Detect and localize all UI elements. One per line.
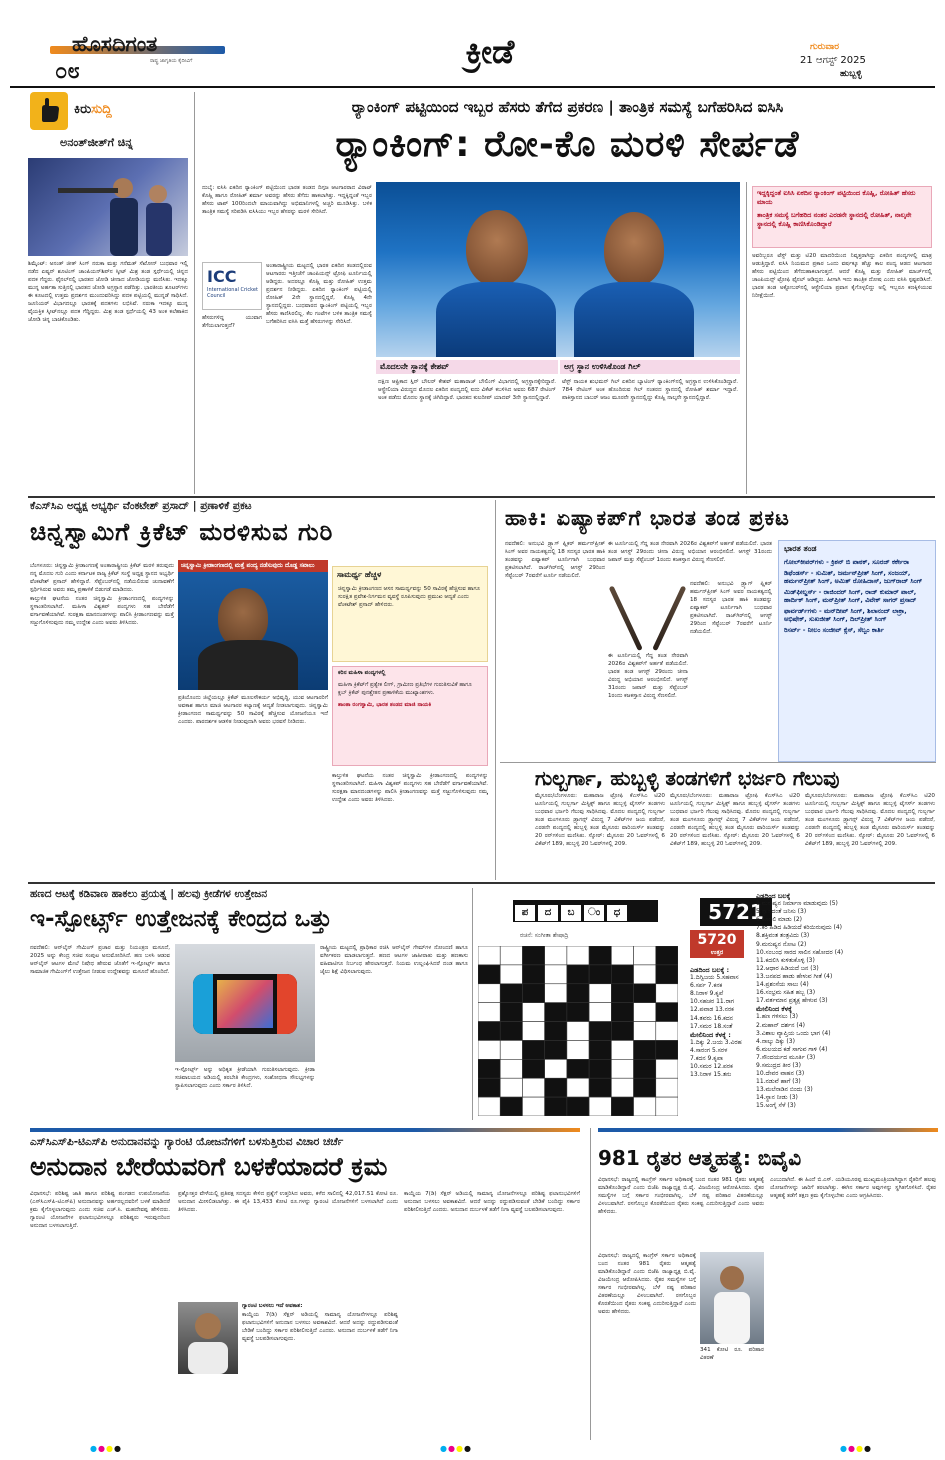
crossword-cell bbox=[589, 984, 611, 1003]
clue-left: 9.ಮನುಷ್ಯನ ನೋಟ (2) bbox=[756, 940, 807, 948]
women-box-quote-by: ಶಾಂತಾ ರಂಗಸ್ವಾಮಿ, ಭಾರತ ತಂಡದ ಮಾಜಿ ನಾಯಕಿ bbox=[338, 702, 432, 708]
crossword-cell bbox=[545, 1059, 567, 1078]
joycon-right bbox=[277, 974, 297, 1034]
kohli-rohit-photo bbox=[376, 182, 740, 357]
crossword-cell bbox=[522, 1097, 544, 1116]
crossword-black-cell bbox=[522, 1059, 544, 1078]
venkatesh-headline: ಚಿನ್ನಸ್ವಾಮಿಗೆ ಕ್ರಿಕೆಟ್ ಮರಳಿಸುವ ಗುರಿ bbox=[30, 518, 334, 546]
answer-label: ಉತ್ತರ bbox=[710, 949, 724, 956]
icc-logo bbox=[202, 262, 262, 310]
crossword-black-cell bbox=[522, 984, 544, 1003]
answer-number: 5720 bbox=[697, 932, 737, 948]
clue-down: 6.ಮಲಯದ ಕಡೆ ಸಾಗುವ ಗಾಳಿ (4) bbox=[756, 1045, 828, 1053]
issue-day: ಗುರುವಾರ bbox=[810, 42, 840, 52]
console-screen bbox=[217, 980, 273, 1028]
clue-down: 10.ದೇವರ ವಾಹನ (3) bbox=[756, 1070, 805, 1078]
crossword-black-cell bbox=[500, 984, 522, 1003]
venkatesh-kicker: ಕೆಎಸ್‌ಸಿಎ ಅಧ್ಯಕ್ಷ ಅಭ್ಯರ್ಥಿ ವೆಂಕಟೇಶ್ ಪ್ರಸಾದ್ | ಪ್ರಣಾಳಿಕೆ ಪ್ರಕಟ bbox=[30, 500, 252, 512]
clue-down: 11.ನಡುವೆ ಹಾಗೆ (3) bbox=[756, 1078, 801, 1086]
crossword-cell bbox=[478, 946, 500, 965]
crossword-black-cell bbox=[545, 1003, 567, 1022]
crossword-black-cell bbox=[567, 1003, 589, 1022]
grant-col1: ವಿಧಾನಸಭೆ: ಪರಿಶಿಷ್ಟ ಜಾತಿ ಹಾಗೂ ಪರಿಶಿಷ್ಟ ಪಂಗಡದ ಉಪಯೋಜನೆಯ (ಎಸ್‌ಸಿಎಸ್‌ಪಿ-ಟಿಎಸ್‌ಪಿ) ಅನುದಾನವನ್ನು ಅರ್ಹರಲ್ಲದವರಿಗೆ ಬಳಕೆ ಮಾಡಿದರೆ ಕ್ರಮ ಕೈಗೊಳ್ಳಲಾಗುವುದು ಎಂದು ಸಚಿವ ಎಚ್.ಸಿ. ಮಹದೇವಪ್ಪ ಹೇಳಿದರು. ಗ್ಯಾರಂಟಿ ಯೋಜನೆಗಳ ಫಲಾನುಭವಿಗಳಲ್ಲೂ ಪರಿಶಿಷ್ಟರು ಇರುವುದರಿಂದ ಅನುದಾನ ಬಳಸಲಾಗುತ್ತಿದೆ. bbox=[30, 1191, 170, 1229]
crossword-cell bbox=[478, 1097, 500, 1116]
hockey-col2c: ಈ ಟೂರ್ನಿಯಲ್ಲಿ ಗೆದ್ದ ತಂಡ ನೇರವಾಗಿ 2026ರ ವಿಶ್ವಕಪ್‌ಗೆ ಅರ್ಹತೆ ಪಡೆಯಲಿದೆ. ಭಾರತ ತಂಡ ಆಗಸ್ಟ್ 29ರಂದು ಚೀನಾ ವಿರುದ್ಧ ಅಭಿಯಾನ ಆರಂಭಿಸಲಿದೆ. ಆಗಸ್ಟ್ 31ರಂದು ಜಪಾನ್ ಮತ್ತು ಸೆಪ್ಟೆಂಬರ್ 1ರಂದು ಕಜಕಸ್ತಾನ ವಿರುದ್ಧ ಸೆಣಸಲಿದೆ. bbox=[608, 653, 688, 699]
crossword-black-cell bbox=[611, 1003, 633, 1022]
crossword-cell bbox=[611, 1059, 633, 1078]
clue-down: 9.ಸಮುದ್ರದ ತೀರ (3) bbox=[756, 1061, 801, 1069]
column-rule bbox=[495, 500, 496, 880]
clue-down: 3.ವಿಶಾಲ ವ್ಯಾಪ್ತಿಯ ಒಂದು ಭಾಗ (4) bbox=[756, 1029, 831, 1037]
crossword-cell bbox=[478, 984, 500, 1003]
grant-subhead: ಗ್ಯಾರಂಟಿ ಬಳಸಲು ಇದೆ ಅವಕಾಶ: bbox=[242, 1303, 303, 1309]
clue-left: 5.ಸ್ವಾನದಂತೆ ಜನಿಸು (3) bbox=[756, 908, 807, 916]
answer-left-item: 1.ದಿಗ್ವಿಜಯ 5.ಸಹವಾಸ bbox=[690, 974, 739, 982]
icc-logo-sub: International Cricket Council bbox=[207, 287, 258, 299]
crossword-black-cell bbox=[500, 1022, 522, 1041]
answer-down-header: ಮೇಲಿನಿಂದ ಕೆಳಕ್ಕೆ : bbox=[690, 1030, 731, 1039]
joycon-left bbox=[193, 974, 213, 1034]
lead-col2: ಅಂತಾರಾಷ್ಟ್ರೀಯ ಮಟ್ಟದಲ್ಲಿ ಭಾರತ ಏಕದಿನ ತಂಡದಲ್ಲಿರುವ ಆಟಗಾರರು ಇತ್ತೀಚೆಗೆ ಚಾಂಪಿಯನ್ಸ್ ಟ್ರೋಫಿ ಟೂರ್ನಿಯಲ್ಲಿ ಆಡಿದ್ದರು. ಅದರಲ್ಲೂ ಕೊಹ್ಲಿ ಮತ್ತು ರೋಹಿತ್ ಉತ್ತಮ ಪ್ರದರ್ಶನ ನೀಡಿದ್ದರು. ಏಕದಿನ ರ‍್ಯಾಂಕಿಂಗ್ ಪಟ್ಟಿಯಲ್ಲಿ ರೋಹಿತ್ 2ನೇ ಸ್ಥಾನದಲ್ಲಿದ್ದರೆ, ಕೊಹ್ಲಿ 4ನೇ ಸ್ಥಾನದಲ್ಲಿದ್ದರು. ಬುಧವಾರದ ರ‍್ಯಾಂಕಿಂಗ್ ಪಟ್ಟಿಯಲ್ಲಿ ಇಬ್ಬರ ಹೆಸರು ಕಾಣಿಸಿರಲಿಲ್ಲ. ಕೆಲ ಗಂಟೆಗಳ ಬಳಿಕ ತಾಂತ್ರಿಕ ಸಮಸ್ಯೆ ಬಗೆಹರಿಸಿದ ಐಸಿಸಿ ಮತ್ತೆ ಹೆಸರುಗಳನ್ನು ಸೇರಿಸಿದೆ. bbox=[266, 263, 372, 325]
column-rule bbox=[194, 92, 195, 494]
crossword-cell bbox=[634, 946, 656, 965]
crossword-black-cell bbox=[634, 984, 656, 1003]
crossword-cell bbox=[500, 1059, 522, 1078]
kiru-label-a: ಕಿರು bbox=[74, 102, 92, 117]
clue-down: 15.ಅಂಗೈ ಸೆಳೆ (3) bbox=[756, 1102, 796, 1110]
crossword-black-cell bbox=[522, 946, 544, 965]
crossword-black-cell bbox=[545, 1022, 567, 1041]
lead-headline: ರ‍್ಯಾಂಕಿಂಗ್: ರೋ-ಕೊ ಮರಳಿ ಸೇರ್ಪಡೆ bbox=[335, 124, 800, 165]
column-rule bbox=[472, 888, 473, 1120]
crossword-cell bbox=[500, 1040, 522, 1059]
crossword-black-cell bbox=[478, 1022, 500, 1041]
answer-left-item: 12.ಪವಾಡ 13.ನರಕ bbox=[690, 1006, 734, 1014]
venkatesh-col1b-text: ಕಾಲ್ತುಳಿತ ಘಟನೆಯ ನಂತರ ಚಿನ್ನಸ್ವಾಮಿ ಕ್ರೀಡಾಂಗಣದಲ್ಲಿ ಪಂದ್ಯಗಳನ್ನು ಸ್ಥಳಾಂತರಿಸಲಾಗಿದೆ. ಮಹಿಳಾ ವಿಶ್ವಕಪ್ ಪಂದ್ಯಗಳು ಸಹ ಬೇರೆಡೆಗೆ ವರ್ಗಾವಣೆಯಾಗಿವೆ. ಸುರಕ್ಷತಾ ಮಾನದಂಡಗಳನ್ನು ಪಾಲಿಸಿ ಕ್ರೀಡಾಂಗಣವನ್ನು ಮತ್ತೆ ಸಜ್ಜುಗೊಳಿಸುವುದು ನಮ್ಮ ಉದ್ದೇಶ ಎಂದು ಅವರು ತಿಳಿಸಿದರು. bbox=[30, 596, 174, 626]
section-band bbox=[598, 1128, 938, 1132]
crossword-cell bbox=[478, 1003, 500, 1022]
cw-letter-3: ಬ bbox=[561, 905, 581, 921]
esports-col2: ಇ-ಸ್ಪೋರ್ಟ್ಸ್ ಅನ್ನು ಅಧಿಕೃತ ಕ್ರೀಡೆಯಾಗಿ ಗುರುತಿಸಲಾಗುವುದು. ಕ್ರೀಡಾ ಸಚಿವಾಲಯದ ಅಡಿಯಲ್ಲಿ ತರಬೇತಿ ಕೇಂದ್ರಗಳು, ಸಂಶೋಧನಾ ಸೌಲಭ್ಯಗಳನ್ನು ಸ್ಥಾಪಿಸಲಾಗುವುದು ಎಂದು ಸರ್ಕಾರ ತಿಳಿಸಿದೆ. bbox=[175, 1067, 315, 1089]
clue-left: 8.ಶಕ್ತಿವಂತ ತಂತ್ರವಿದು (3) bbox=[756, 932, 810, 940]
grant-col2b bbox=[242, 1302, 398, 1440]
crossword-black-cell bbox=[545, 1097, 567, 1116]
game-console-photo bbox=[175, 944, 315, 1062]
caption-keshav: ಮೊದಲನೇ ಸ್ಥಾನಕ್ಕೆ ಕೇಶವ್ bbox=[376, 360, 558, 374]
crossword-setter: ರಚನೆ: ಸಂಗೀತಾ ಶೇಷಾದ್ರಿ bbox=[520, 932, 569, 939]
lead-col1: ದುಬೈ: ಐಸಿಸಿ ಏಕದಿನ ರ‍್ಯಾಂಕಿಂಗ್ ಪಟ್ಟಿಯಿಂದ ಭಾರತ ತಂಡದ ದಿಗ್ಗಜ ಆಟಗಾರರಾದ ವಿರಾಟ್ ಕೊಹ್ಲಿ ಹಾಗೂ ರೋಹಿತ್ ಶರ್ಮಾ ಅವರನ್ನು ಹೆಸರು ತೆಗೆದು ಹಾಕಲಾಗಿತ್ತು. ಇದ್ದಕ್ಕಿದ್ದಂತೆ ಇಬ್ಬರ ಹೆಸರು ಟಾಪ್ 100ರಿಂದಲೇ ಮಾಯವಾಗಿದ್ದು ಅಭಿಮಾನಿಗಳಲ್ಲಿ ಅಚ್ಚರಿ ಮೂಡಿಸಿತ್ತು. ಬಳಿಕ ತಾಂತ್ರಿಕ ಸಮಸ್ಯೆ ಸರಿಪಡಿಸಿ ಐಸಿಸಿಯು ಇಬ್ಬರ ಹೆಸರನ್ನು ಮರಳಿ ಸೇರಿಸಿದೆ. bbox=[202, 185, 372, 215]
capacity-box-body: ಚಿನ್ನಸ್ವಾಮಿ ಕ್ರೀಡಾಂಗಣದ ಆಸನ ಸಾಮರ್ಥ್ಯವನ್ನು 50 ಸಾವಿರಕ್ಕೆ ಹೆಚ್ಚಿಸುವ ಹಾಗೂ ಸುರಕ್ಷಿತ ಪ್ರವೇಶ-ನಿರ್ಗಮನ ವ್ಯವಸ್ಥೆ ರೂಪಿಸುವುದು ಪ್ರಮುಖ ಆದ್ಯತೆ ಎಂದು ವೆಂಕಟೇಶ್ ಪ್ರಸಾದ್ ಹೇಳಿದರು. bbox=[338, 586, 481, 608]
clue-left: 14.ಪ್ರಶಂಸೆಯ ಸಾಲು (4) bbox=[756, 981, 809, 989]
crossword-cell bbox=[545, 965, 567, 984]
crossword-black-cell bbox=[478, 965, 500, 984]
section-title: ಕ್ರೀಡೆ bbox=[465, 32, 515, 71]
crossword-cell bbox=[656, 1022, 678, 1041]
crossword-cell bbox=[567, 1022, 589, 1041]
farmers-col1b: ವಿಧಾನಸಭೆ: ರಾಜ್ಯದಲ್ಲಿ ಕಾಂಗ್ರೆಸ್ ಸರ್ಕಾರ ಅಧಿಕಾರಕ್ಕೆ ಬಂದ ನಂತರ 981 ರೈತರು ಆತ್ಮಹತ್ಯೆ ಮಾಡಿಕೊಂಡಿದ್ದಾರೆ ಎಂದು ಬಿಜೆಪಿ ರಾಜ್ಯಾಧ್ಯಕ್ಷ ಬಿ.ವೈ. ವಿಜಯೇಂದ್ರ ಆರೋಪಿಸಿದರು. ರೈತರ ಸಮಸ್ಯೆಗಳ ಬಗ್ಗೆ ಸರ್ಕಾರ ಗಂಭೀರವಾಗಿಲ್ಲ. ಬೆಳೆ ನಷ್ಟ ಪರಿಹಾರ ವಿತರಣೆಯಲ್ಲೂ ವಿಳಂಬವಾಗಿದೆ. ರಸಗೊಬ್ಬರ ಕೊರತೆಯಿಂದ ರೈತರು ಸಂಕಷ್ಟ ಎದುರಿಸುತ್ತಿದ್ದಾರೆ ಎಂದು ಅವರು ಹೇಳಿದರು. bbox=[598, 1253, 696, 1315]
answer-left-item: 10.ಸಹಚರ 11.ರಾಗ bbox=[690, 998, 735, 1006]
crossword-grid bbox=[478, 946, 678, 1116]
crossword-cell bbox=[611, 1078, 633, 1097]
minister-photo bbox=[178, 1302, 238, 1374]
crossword-black-cell bbox=[611, 984, 633, 1003]
caption-gill: ಅಗ್ರ ಸ್ಥಾನ ಉಳಿಸಿಕೊಂಡ ಗಿಲ್ bbox=[560, 360, 740, 374]
answer-down-item: 7.ಕದನ 9.ಕೃಪಾ bbox=[690, 1055, 724, 1063]
venkatesh-col4: ಕಾಲ್ತುಳಿತ ಘಟನೆಯ ನಂತರ ಚಿನ್ನಸ್ವಾಮಿ ಕ್ರೀಡಾಂಗಣದಲ್ಲಿ ಪಂದ್ಯಗಳನ್ನು ಸ್ಥಳಾಂತರಿಸಲಾಗಿದೆ. ಮಹಿಳಾ ವಿಶ್ವಕಪ್ ಪಂದ್ಯಗಳು ಸಹ ಬೇರೆಡೆಗೆ ವರ್ಗಾವಣೆಯಾಗಿವೆ. ಸುರಕ್ಷತಾ ಮಾನದಂಡಗಳನ್ನು ಪಾಲಿಸಿ ಕ್ರೀಡಾಂಗಣವನ್ನು ಮತ್ತೆ ಸಜ್ಜುಗೊಳಿಸುವುದು ನಮ್ಮ ಉದ್ದೇಶ ಎಂದು ಅವರು ತಿಳಿಸಿದರು. bbox=[332, 773, 488, 803]
crossword-black-cell bbox=[567, 965, 589, 984]
gulbarga-headline: ಗುಲ್ಬರ್ಗಾ, ಹುಬ್ಬಳ್ಳಿ ತಂಡಗಳಿಗೆ ಭರ್ಜರಿ ಗೆಲುವು bbox=[535, 766, 840, 790]
kiru-label-b: ಸುದ್ದಿ bbox=[91, 102, 112, 117]
clue-down: 13.ಮಲೆನಾಡಿನ ಬಿಂದು (3) bbox=[756, 1086, 813, 1094]
answer-down-item: 4.ಸಾರಂಗ 5.ಸರಳ bbox=[690, 1046, 728, 1054]
kiru-headline: ಅನಂತ್‌ಜೀತ್‌ಗೆ ಚಿನ್ನ bbox=[60, 136, 133, 149]
crossword-black-cell bbox=[634, 1059, 656, 1078]
clue-left: 17.ವರ್ತಮಾನ ಪ್ರತ್ಯಕ್ಷ ಹೇಳುವ (3) bbox=[756, 997, 828, 1005]
icc-logo-text: ICC bbox=[207, 267, 237, 286]
gulbarga-col2: ಮೈಸೂರು/ಬೆಂಗಳೂರು: ಮಹಾರಾಜ ಟ್ರೋಫಿ ಕೆಎಸ್‌ಸಿಎ ಟಿ20 ಟೂರ್ನಿಯಲ್ಲಿ ಗುಲ್ಬರ್ಗಾ ಮಿಸ್ಟಿಕ್ಸ್ ಹಾಗೂ ಹುಬ್ಬಳ್ಳಿ ಟೈಗರ್ಸ್ ತಂಡಗಳು ಬುಧವಾರ ಭರ್ಜರಿ ಗೆಲುವು ಸಾಧಿಸಿದವು. ಮೊದಲ ಪಂದ್ಯದಲ್ಲಿ ಗುಲ್ಬರ್ಗಾ ತಂಡ ಮಂಗಳೂರು ಡ್ರ್ಯಾಗನ್ಸ್ ವಿರುದ್ಧ 7 ವಿಕೆಟ್‌ಗಳ ಜಯ ಪಡೆದರೆ, ಎರಡನೇ ಪಂದ್ಯದಲ್ಲಿ ಹುಬ್ಬಳ್ಳಿ ತಂಡ ಮೈಸೂರು ವಾರಿಯರ್ಸ್ ತಂಡವನ್ನು 20 ರನ್‌ಗಳಿಂದ ಮಣಿಸಿತು. ಸ್ಕೋರ್: ಮೈಸೂರು 20 ಓವರ್‌ಗಳಲ್ಲಿ 6 ವಿಕೆಟ್‌ಗೆ 189, ಹುಬ್ಬಳ್ಳಿ 20 ಓವರ್‌ಗಳಲ್ಲಿ 209. bbox=[670, 793, 800, 847]
vijayendra-caption: 341 ಕೋಟಿ ರೂ. ಪರಿಹಾರ ವಿತರಣೆ bbox=[700, 1347, 764, 1361]
vijayendra-photo bbox=[700, 1252, 764, 1344]
crossword-black-cell bbox=[567, 984, 589, 1003]
cw-letter-2: ದ bbox=[538, 905, 558, 921]
highlight-1: ಇದ್ದಕ್ಕಿದ್ದಂತೆ ಐಸಿಸಿ ಏಕದಿನ ರ‍್ಯಾಂಕಿಂಗ್ ಪಟ್ಟಿಯಿಂದ ಕೊಹ್ಲಿ, ರೋಹಿತ್ ಹೆಸರು ಮಾಯ bbox=[757, 189, 916, 206]
crossword-black-cell bbox=[656, 946, 678, 965]
crossword-black-cell bbox=[589, 1078, 611, 1097]
print-registration-marks: ●●●● bbox=[440, 1444, 472, 1453]
crossword-cell bbox=[500, 1078, 522, 1097]
clues-left-header: ಎಡದಿಂದ ಬಲಕ್ಕೆ bbox=[756, 892, 791, 900]
lead-highlights-box bbox=[752, 186, 932, 248]
print-registration-marks: ●●●● bbox=[840, 1444, 872, 1453]
team-line-4: ಫಾರ್ವರ್ಡ್‌ಗಳು - ಮನ್‌ದೀಪ್ ಸಿಂಗ್, ಶಿಲಾನಂದ್ ಲಾಕ್ರಾ, ಅಭಿಷೇಕ್, ಸುಖಜೀತ್ ಸಿಂಗ್, ದಿಲ್‌ಪ್ರೀತ್ ಸಿಂಗ್ bbox=[784, 606, 907, 623]
answer-left-item: 8.ನಿರಾಳ 9.ಕೃಪೆ bbox=[690, 990, 724, 998]
clue-left: 16.ಸಂಭ್ರಮ ಸಹಿತ ಹಬ್ಬ (3) bbox=[756, 989, 816, 997]
column-rule bbox=[590, 1128, 591, 1440]
venkatesh-col3: ಪ್ರತಿಯೊಂದು ಜಿಲ್ಲೆಯಲ್ಲೂ ಕ್ರಿಕೆಟ್ ಮೂಲಸೌಕರ್ಯ ಅಭಿವೃದ್ಧಿ, ಯುವ ಆಟಗಾರರಿಗೆ ಅವಕಾಶ ಹಾಗೂ ಮಾಜಿ ಆಟಗಾರರ ಕಲ್ಯಾಣಕ್ಕೆ ಆದ್ಯತೆ ನೀಡಲಾಗುವುದು. ಚಿನ್ನಸ್ವಾಮಿ ಕ್ರೀಡಾಂಗಣದ ಸಾಮರ್ಥ್ಯವನ್ನು 50 ಸಾವಿರಕ್ಕೆ ಹೆಚ್ಚಿಸುವ ಯೋಜನೆಯೂ ಇದೆ ಎಂದರು. ಪಾರದರ್ಶಕ ಆಡಳಿತ ನೀಡುವುದಾಗಿ ಅವರು ಭರವಸೆ ನೀಡಿದರು. bbox=[178, 695, 328, 725]
cw-letter-1: ಪ bbox=[515, 905, 535, 921]
farmers-headline: 981 ರೈತರ ಆತ್ಮಹತ್ಯೆ: ಬಿವೈವಿ bbox=[598, 1146, 802, 1170]
team-line-3: ಮಿಡ್‌ಫೀಲ್ಡರ್ಸ್ - ರಾಜಿಂದರ್ ಸಿಂಗ್, ರಾಜ್ ಕುಮಾರ್ ಪಾಲ್, ಹಾರ್ದಿಕ್ ಸಿಂಗ್, ಮನ್‌ಪ್ರೀತ್ ಸಿಂಗ್, ವಿವೇಕ್ ಸಾಗರ್ ಪ್ರಸಾದ್ bbox=[784, 587, 917, 604]
clue-down: 4.ನಾಲ್ಕು ದಿಕ್ಕು (3) bbox=[756, 1037, 795, 1045]
grant-col3: ಕಾಯ್ದೆಯ 7(ಡಿ) ಸೆಕ್ಷನ್ ಅಡಿಯಲ್ಲಿ ಸಾಮಾನ್ಯ ಯೋಜನೆಗಳಲ್ಲೂ ಪರಿಶಿಷ್ಟ ಫಲಾನುಭವಿಗಳಿಗೆ ಅನುದಾನ ಬಳಸಲು ಅವಕಾಶವಿದೆ. ಆದರೆ ಅದನ್ನು ರದ್ದುಪಡಿಸುವಂತೆ ಬೇಡಿಕೆ ಬಂದಿದ್ದು ಸರ್ಕಾರ ಪರಿಶೀಲಿಸುತ್ತಿದೆ ಎಂದರು. ಅನುದಾನ ದುರ್ಬಳಕೆ ತಡೆಗೆ ನಿಗಾ ವ್ಯವಸ್ಥೆ ಬಲಪಡಿಸಲಾಗುವುದು. bbox=[404, 1191, 580, 1213]
gulbarga-col1: ಮೈಸೂರು/ಬೆಂಗಳೂರು: ಮಹಾರಾಜ ಟ್ರೋಫಿ ಕೆಎಸ್‌ಸಿಎ ಟಿ20 ಟೂರ್ನಿಯಲ್ಲಿ ಗುಲ್ಬರ್ಗಾ ಮಿಸ್ಟಿಕ್ಸ್ ಹಾಗೂ ಹುಬ್ಬಳ್ಳಿ ಟೈಗರ್ಸ್ ತಂಡಗಳು ಬುಧವಾರ ಭರ್ಜರಿ ಗೆಲುವು ಸಾಧಿಸಿದವು. ಮೊದಲ ಪಂದ್ಯದಲ್ಲಿ ಗುಲ್ಬರ್ಗಾ ತಂಡ ಮಂಗಳೂರು ಡ್ರ್ಯಾಗನ್ಸ್ ವಿರುದ್ಧ 7 ವಿಕೆಟ್‌ಗಳ ಜಯ ಪಡೆದರೆ, ಎರಡನೇ ಪಂದ್ಯದಲ್ಲಿ ಹುಬ್ಬಳ್ಳಿ ತಂಡ ಮೈಸೂರು ವಾರಿಯರ್ಸ್ ತಂಡವನ್ನು 20 ರನ್‌ಗಳಿಂದ ಮಣಿಸಿತು. ಸ್ಕೋರ್: ಮೈಸೂರು 20 ಓವರ್‌ಗಳಲ್ಲಿ 6 ವಿಕೆಟ್‌ಗೆ 189, ಹುಬ್ಬಳ್ಳಿ 20 ಓವರ್‌ಗಳಲ್ಲಿ 209. bbox=[535, 793, 665, 847]
kiru-suddi-badge bbox=[30, 92, 190, 132]
lead-kicker: ರ‍್ಯಾಂಕಿಂಗ್ ಪಟ್ಟಿಯಿಂದ ಇಬ್ಬರ ಹೆಸರು ತೆಗೆದ ಪ್ರಕರಣ | ತಾಂತ್ರಿಕ ಸಮಸ್ಯೆ ಬಗೆಹರಿಸಿದ ಐಸಿಸಿ bbox=[351, 98, 784, 116]
crossword-black-cell bbox=[545, 1040, 567, 1059]
crossword-cell bbox=[522, 1022, 544, 1041]
crossword-cell bbox=[634, 1097, 656, 1116]
esports-kicker: ಹಣದ ಆಟಕ್ಕೆ ಕಡಿವಾಣ ಹಾಕಲು ಪ್ರಯತ್ನ | ಹಲವು ಕ್ರೀಡೆಗಳ ಉತ್ತೇಜನ bbox=[30, 888, 268, 900]
crossword-black-cell bbox=[589, 1022, 611, 1041]
crossword-black-cell bbox=[589, 1040, 611, 1059]
crossword-cell bbox=[589, 1097, 611, 1116]
crossword-cell bbox=[522, 1003, 544, 1022]
answer-list bbox=[690, 966, 750, 1079]
team-list-title: ಭಾರತ ತಂಡ bbox=[784, 544, 817, 553]
answer-left-item: 6.ಸರ್ಪ 7.ಕನಕ bbox=[690, 982, 723, 990]
team-line-2: ಡಿಫೆಂಡರ್ಸ್ - ಸುಮಿತ್, ಜರ್ಮನ್‌ಪ್ರೀತ್ ಸಿಂಗ್, ಸಂಜಯ್, ಹರ್ಮನ್‌ಪ್ರೀತ್ ಸಿಂಗ್, ಅಮಿತ್ ರೋಹಿದಾಸ್, ಜುಗ್‌ರಾಜ್ ಸಿಂಗ್ bbox=[784, 568, 923, 585]
clue-left: 1.ಮನುಷ್ಯನ ನಿರ್ಮಾಣ ಮಾಡುವುದು (5) bbox=[756, 900, 838, 908]
section-rule bbox=[500, 762, 936, 763]
lead-col2b: ಹೆಸರುಗಳಿದ್ದ ಯುವಾಗ ತೆಗೆಯಲಾಗುತ್ತದೆ? bbox=[202, 315, 262, 329]
masthead-rule bbox=[10, 86, 935, 88]
crossword-black-cell bbox=[567, 1097, 589, 1116]
crossword-cell bbox=[545, 946, 567, 965]
crossword-black-cell bbox=[611, 1097, 633, 1116]
venkatesh-col1 bbox=[30, 562, 174, 880]
crossword-cell bbox=[545, 984, 567, 1003]
crossword-black-cell bbox=[656, 1003, 678, 1022]
crossword-black-cell bbox=[611, 965, 633, 984]
hockey-sticks-icon bbox=[608, 580, 688, 650]
kiru-suddi-label bbox=[74, 102, 112, 117]
hockey-headline: ಹಾಕಿ: ಏಷ್ಯಾಕಪ್‌ಗೆ ಭಾರತ ತಂಡ ಪ್ರಕಟ bbox=[505, 506, 790, 530]
gulbarga-col3: ಮೈಸೂರು/ಬೆಂಗಳೂರು: ಮಹಾರಾಜ ಟ್ರೋಫಿ ಕೆಎಸ್‌ಸಿಎ ಟಿ20 ಟೂರ್ನಿಯಲ್ಲಿ ಗುಲ್ಬರ್ಗಾ ಮಿಸ್ಟಿಕ್ಸ್ ಹಾಗೂ ಹುಬ್ಬಳ್ಳಿ ಟೈಗರ್ಸ್ ತಂಡಗಳು ಬುಧವಾರ ಭರ್ಜರಿ ಗೆಲುವು ಸಾಧಿಸಿದವು. ಮೊದಲ ಪಂದ್ಯದಲ್ಲಿ ಗುಲ್ಬರ್ಗಾ ತಂಡ ಮಂಗಳೂರು ಡ್ರ್ಯಾಗನ್ಸ್ ವಿರುದ್ಧ 7 ವಿಕೆಟ್‌ಗಳ ಜಯ ಪಡೆದರೆ, ಎರಡನೇ ಪಂದ್ಯದಲ್ಲಿ ಹುಬ್ಬಳ್ಳಿ ತಂಡ ಮೈಸೂರು ವಾರಿಯರ್ಸ್ ತಂಡವನ್ನು 20 ರನ್‌ಗಳಿಂದ ಮಣಿಸಿತು. ಸ್ಕೋರ್: ಮೈಸೂರು 20 ಓವರ್‌ಗಳಲ್ಲಿ 6 ವಿಕೆಟ್‌ಗೆ 189, ಹುಬ್ಬಳ್ಳಿ 20 ಓವರ್‌ಗಳಲ್ಲಿ 209. bbox=[805, 793, 935, 847]
grant-headline: ಅನುದಾನ ಬೇರೆಯವರಿಗೆ ಬಳಕೆಯಾದರೆ ಕ್ರಮ bbox=[30, 1152, 388, 1181]
console-icon bbox=[193, 974, 297, 1034]
women-box bbox=[332, 666, 488, 766]
clue-down: 14.ಸ್ಥಾನ ನೀಡು (3) bbox=[756, 1094, 798, 1102]
crossword-black-cell bbox=[634, 1078, 656, 1097]
team-line-5: ರಿಸರ್ವ್ - ನೀಲಂ ಸಂಜೀವ್ ಕ್ಸೆಸ್, ಸೆಲ್ವಂ ಕಾರ್ತಿ bbox=[784, 625, 884, 634]
hockey-col2b: ನವದೆಹಲಿ: ಅನುಭವಿ ಡ್ರ್ಯಾಗ್ ಫ್ಲಿಕರ್ ಹರ್ಮನ್‌ಪ್ರೀತ್ ಸಿಂಗ್ ಅವರ ನಾಯಕತ್ವದಲ್ಲಿ 18 ಸದಸ್ಯರ ಭಾರತ ಹಾಕಿ ತಂಡವನ್ನು ಏಷ್ಯಾಕಪ್ ಟೂರ್ನಿಗಾಗಿ ಬುಧವಾರ ಪ್ರಕಟಿಸಲಾಗಿದೆ. ರಾಜ್‌ಗಿರ್‌ನಲ್ಲಿ ಆಗಸ್ಟ್ 29ರಿಂದ ಸೆಪ್ಟೆಂಬರ್ 7ರವರೆಗೆ ಟೂರ್ನಿ ನಡೆಯಲಿದೆ. bbox=[690, 581, 772, 635]
crossword-black-cell bbox=[522, 965, 544, 984]
crossword-black-cell bbox=[589, 946, 611, 965]
venkatesh-photo bbox=[178, 560, 328, 690]
women-box-title: ಕರಿನ ಮಹಿಳಾ ಪಂದ್ಯಗಳಲ್ಲಿ bbox=[338, 670, 386, 676]
crossword-black-cell bbox=[500, 1097, 522, 1116]
player-jersey-left bbox=[436, 282, 556, 357]
crossword-black-cell bbox=[634, 1040, 656, 1059]
clue-left: 6.ಕೊಡಲಿ ಮಾಡು (2) bbox=[756, 916, 803, 924]
hockey-stick-2 bbox=[652, 586, 686, 652]
answer-left-item: 14.ತವರು 16.ಕದನ bbox=[690, 1014, 734, 1022]
grant-kicker: ಎಸ್‌ಸಿಎಸ್‌ಪಿ-ಟಿಎಸ್‌ಪಿ ಅನುದಾನವನ್ನು ಗ್ಯಾರಂಟಿ ಯೋಜನೆಗಳಿಗೆ ಬಳಸುತ್ತಿರುವ ವಿಚಾರ ಚರ್ಚೆ bbox=[30, 1136, 344, 1148]
page-number: ೦೮ bbox=[55, 59, 80, 84]
crossword-black-cell bbox=[656, 1040, 678, 1059]
clue-down: 7.ಸೌಂದರ್ಯದ ಮೂರ್ತಿ (3) bbox=[756, 1053, 816, 1061]
clue-left: 12.ಆಧಾರ ಹಿಡಿಯದೆ ಜನ (3) bbox=[756, 964, 819, 972]
hockey-col1: ನವದೆಹಲಿ: ಅನುಭವಿ ಡ್ರ್ಯಾಗ್ ಫ್ಲಿಕರ್ ಹರ್ಮನ್‌ಪ್ರೀತ್ ಸಿಂಗ್ ಅವರ ನಾಯಕತ್ವದಲ್ಲಿ 18 ಸದಸ್ಯರ ಭಾರತ ಹಾಕಿ ತಂಡವನ್ನು ಏಷ್ಯಾಕಪ್ ಟೂರ್ನಿಗಾಗಿ ಬುಧವಾರ ಪ್ರಕಟಿಸಲಾಗಿದೆ. ರಾಜ್‌ಗಿರ್‌ನಲ್ಲಿ ಆಗಸ್ಟ್ 29ರಿಂದ ಸೆಪ್ಟೆಂಬರ್ 7ರವರೆಗೆ ಟೂರ್ನಿ ನಡೆಯಲಿದೆ. bbox=[505, 541, 605, 579]
issue-date: 21 ಆಗಸ್ಟ್ 2025 bbox=[800, 55, 866, 66]
crossword-banner bbox=[513, 900, 658, 922]
crossword-black-cell bbox=[522, 1040, 544, 1059]
esports-col1: ನವದೆಹಲಿ: ಆನ್‌ಲೈನ್ ಗೇಮಿಂಗ್ ಪ್ರಚಾರ ಮತ್ತು ನಿಯಂತ್ರಣ ಮಸೂದೆ, 2025 ಅನ್ನು ಕೇಂದ್ರ ಸಚಿವ ಸಂಪುಟ ಅನುಮೋದಿಸಿದೆ. ಹಣ ಬಳಸಿ ಆಡುವ ಆನ್‌ಲೈನ್ ಆಟಗಳ ಮೇಲೆ ನಿಷೇಧ ಹೇರುವ ಜೊತೆಗೆ ಇ-ಸ್ಪೋರ್ಟ್ಸ್ ಹಾಗೂ ಸಾಮಾಜಿಕ ಗೇಮಿಂಗ್‌ಗೆ ಉತ್ತೇಜನ ನೀಡುವ ಉದ್ದೇಶವನ್ನು ಮಸೂದೆ ಹೊಂದಿದೆ. bbox=[30, 945, 170, 975]
crossword-black-cell bbox=[478, 1059, 500, 1078]
capacity-box-title: ಸಾಮರ್ಥ್ಯ ಹೆಚ್ಚಳ bbox=[337, 570, 382, 579]
answer-left-header: ಎಡದಿಂದ ಬಲಕ್ಕೆ : bbox=[690, 966, 730, 974]
venkatesh-col1-text: ಬೆಂಗಳೂರು: ಚಿನ್ನಸ್ವಾಮಿ ಕ್ರೀಡಾಂಗಣಕ್ಕೆ ಅಂತಾರಾಷ್ಟ್ರೀಯ ಕ್ರಿಕೆಟ್ ಮರಳಿ ತರುವುದು ನನ್ನ ಮೊದಲ ಗುರಿ ಎಂದು ಕರ್ನಾಟಕ ರಾಜ್ಯ ಕ್ರಿಕೆಟ್ ಸಂಸ್ಥೆ ಅಧ್ಯಕ್ಷ ಸ್ಥಾನದ ಅಭ್ಯರ್ಥಿ ವೆಂಕಟೇಶ್ ಪ್ರಸಾದ್ ಹೇಳಿದ್ದಾರೆ. ಸೆಪ್ಟೆಂಬರ್‌ನಲ್ಲಿ ನಡೆಯಲಿರುವ ಚುನಾವಣೆಗೆ ಸ್ಪರ್ಧಿಸಿರುವ ಅವರು ತಮ್ಮ ಪ್ರಣಾಳಿಕೆ ಬಿಡುಗಡೆ ಮಾಡಿದರು. bbox=[30, 563, 174, 593]
logo-tagline: ರಾಷ್ಟ್ರ ಜಾಗೃತಿಯ ಕೈದೀವಿಗೆ bbox=[150, 58, 193, 64]
answer-left-item: 17.ಸಮರ 18.ಸಂತೆ bbox=[690, 1022, 733, 1030]
crossword-cell bbox=[656, 984, 678, 1003]
grant-col2b-text: ಕಾಯ್ದೆಯ 7(ಡಿ) ಸೆಕ್ಷನ್ ಅಡಿಯಲ್ಲಿ ಸಾಮಾನ್ಯ ಯೋಜನೆಗಳಲ್ಲೂ ಪರಿಶಿಷ್ಟ ಫಲಾನುಭವಿಗಳಿಗೆ ಅನುದಾನ ಬಳಸಲು ಅವಕಾಶವಿದೆ. ಆದರೆ ಅದನ್ನು ರದ್ದುಪಡಿಸುವಂತೆ ಬೇಡಿಕೆ ಬಂದಿದ್ದು ಸರ್ಕಾರ ಪರಿಶೀಲಿಸುತ್ತಿದೆ ಎಂದರು. ಅನುದಾನ ದುರ್ಬಳಕೆ ತಡೆಗೆ ನಿಗಾ ವ್ಯವಸ್ಥೆ ಬಲಪಡಿಸಲಾಗುವುದು. bbox=[242, 1312, 398, 1342]
highlight-2: ತಾಂತ್ರಿಕ ಸಮಸ್ಯೆ ಬಗೆಹರಿದ ನಂತರ ಎರಡನೇ ಸ್ಥಾನದಲ್ಲಿ ರೋಹಿತ್, ನಾಲ್ಕನೇ ಸ್ಥಾನದಲ್ಲಿ ಕೊಹ್ಲಿ ಕಾಣಿಸಿಕೊಂಡಿದ್ದಾರೆ bbox=[757, 211, 912, 228]
crossword-cell bbox=[567, 1040, 589, 1059]
crossword-black-cell bbox=[567, 1059, 589, 1078]
clue-left: 10.ಸಂಬಂಧ ಸಾರದ ಸಾಲಿನ ಸಹೋದರ (4) bbox=[756, 948, 844, 956]
hockey-stick-1 bbox=[609, 586, 643, 652]
hand-icon bbox=[30, 92, 68, 130]
clue-down: 2.ಮಹಾನ್ ದರ್ಶನ (4) bbox=[756, 1021, 805, 1029]
answer-number-box bbox=[690, 930, 744, 958]
puzzle-number: 5721 bbox=[700, 898, 772, 926]
answer-down-item: 10.ಸಮರ 12.ಪರಕ bbox=[690, 1063, 733, 1071]
vp-face bbox=[218, 588, 268, 648]
answer-down-item: 13.ನಿರಾಳ 15.ತನು bbox=[690, 1071, 732, 1079]
crossword-black-cell bbox=[500, 1003, 522, 1022]
crossword-black-cell bbox=[545, 1078, 567, 1097]
lead-col4: ಅವರಿಬ್ಬರೂ ಟೆಸ್ಟ್ ಮತ್ತು ಟಿ20 ಮಾದರಿಯಿಂದ ನಿವೃತ್ತರಾಗಿದ್ದು ಏಕದಿನ ಪಂದ್ಯಗಳಲ್ಲಿ ಮಾತ್ರ ಆಡುತ್ತಿದ್ದಾರೆ. ಐಸಿಸಿ ನಿಯಮದ ಪ್ರಕಾರ ಒಂದು ವರ್ಷಕ್ಕೂ ಹೆಚ್ಚು ಕಾಲ ಪಂದ್ಯ ಆಡದ ಆಟಗಾರರ ಹೆಸರು ಪಟ್ಟಿಯಿಂದ ತೆಗೆದುಹಾಕಲಾಗುತ್ತದೆ. ಆದರೆ ಕೊಹ್ಲಿ ಮತ್ತು ರೋಹಿತ್ ಮಾರ್ಚ್‌ನಲ್ಲಿ ಚಾಂಪಿಯನ್ಸ್ ಟ್ರೋಫಿ ಫೈನಲ್ ಆಡಿದ್ದರು. ಹೀಗಾಗಿ ಇದು ತಾಂತ್ರಿಕ ದೋಷ ಎಂದು ಐಸಿಸಿ ಸ್ಪಷ್ಟಪಡಿಸಿದೆ. ಭಾರತ ತಂಡ ಅಕ್ಟೋಬರ್‌ನಲ್ಲಿ ಆಸ್ಟ್ರೇಲಿಯಾ ಪ್ರವಾಸ ಕೈಗೊಳ್ಳಲಿದ್ದು ಅಲ್ಲಿ ಇಬ್ಬರೂ ಕಣಕ್ಕಿಳಿಯುವ ನಿರೀಕ್ಷೆಯಿದೆ. bbox=[752, 253, 932, 299]
crossword-cell bbox=[656, 1078, 678, 1097]
crossword-cell bbox=[500, 965, 522, 984]
cw-letter-4: ಂ bbox=[584, 905, 604, 921]
grant-col2a: ಪ್ರಶ್ನೋತ್ತರ ವೇಳೆಯಲ್ಲಿ ಪ್ರತಿಪಕ್ಷ ಸದಸ್ಯರು ಕೇಳಿದ ಪ್ರಶ್ನೆಗೆ ಉತ್ತರಿಸಿದ ಅವರು, ಕಳೆದ ಸಾಲಿನಲ್ಲಿ 42,017.51 ಕೋಟಿ ರೂ. ಅನುದಾನ ಮೀಸಲಿಡಲಾಗಿತ್ತು. ಈ ಪೈಕಿ 13,433 ಕೋಟಿ ರೂ.ಗಳನ್ನು ಗ್ಯಾರಂಟಿ ಯೋಜನೆಗಳಿಗೆ ಬಳಸಲಾಗಿದೆ ಎಂದು ತಿಳಿಸಿದರು. bbox=[178, 1191, 398, 1213]
crossword-cell bbox=[611, 1040, 633, 1059]
clue-left: 11.ಕದಲಿಸಿ ಕುಳಿತುಕೊಳ್ಳಿ (3) bbox=[756, 956, 815, 964]
print-registration-marks: ●●●● bbox=[90, 1444, 122, 1453]
logo-text: ಹೊಸದಿಗಂತ bbox=[72, 32, 158, 56]
vp-photo-tag: ಚಿನ್ನಸ್ವಾಮಿ ಕ್ರೀಡಾಂಗಣದಲ್ಲಿ ಮತ್ತೆ ಪಂದ್ಯ ನಡೆಸುವುದು ದೊಡ್ಡ ಸವಾಲು bbox=[178, 560, 328, 572]
player-jersey-right bbox=[574, 282, 694, 357]
crossword-black-cell bbox=[611, 1022, 633, 1041]
clue-list bbox=[756, 892, 934, 1111]
crossword-cell bbox=[656, 1059, 678, 1078]
caption-gill-body: ಟೆಸ್ಟ್ ನಾಯಕ ಶುಭಮನ್ ಗಿಲ್ ಏಕದಿನ ಬ್ಯಾಟಿಂಗ್ ರ‍್ಯಾಂಕಿಂಗ್‌ನಲ್ಲಿ ಅಗ್ರಸ್ಥಾನ ಉಳಿಸಿಕೊಂಡಿದ್ದಾರೆ. 784 ರೇಟಿಂಗ್ ಅಂಕ ಹೊಂದಿರುವ ಗಿಲ್ ನಂತರದ ಸ್ಥಾನದಲ್ಲಿ ರೋಹಿತ್ ಶರ್ಮಾ ಇದ್ದಾರೆ. ಪಾಕಿಸ್ತಾನದ ಬಾಬರ್ ಆಜಂ ಮೂರನೇ ಸ್ಥಾನದಲ್ಲಿದ್ದು ಕೊಹ್ಲಿ ನಾಲ್ಕನೇ ಸ್ಥಾನದಲ್ಲಿದ್ದಾರೆ. bbox=[562, 379, 738, 401]
crossword-cell bbox=[611, 946, 633, 965]
crossword-cell bbox=[567, 946, 589, 965]
shooting-photo bbox=[28, 158, 188, 256]
crossword-cell bbox=[634, 1003, 656, 1022]
crossword-cell bbox=[500, 946, 522, 965]
section-rule bbox=[28, 496, 935, 498]
player-face-right bbox=[604, 212, 664, 286]
team-line-1: ಗೋಲ್‌ಕೀಪರ್‌ಗಳು - ಕ್ರಿಶನ್ ಬಿ ಪಾಠಕ್, ಸೂರಜ್ ಕರ್ಕೇರಾ bbox=[784, 558, 910, 566]
clues-down-header: ಮೇಲಿನಿಂದ ಕೆಳಕ್ಕೆ bbox=[756, 1005, 792, 1014]
crossword-cell bbox=[567, 1078, 589, 1097]
crossword-cell bbox=[589, 1003, 611, 1022]
player-face-left bbox=[466, 210, 528, 286]
crossword-cell bbox=[478, 1040, 500, 1059]
section-rule bbox=[28, 882, 935, 884]
clue-left: 7.ಕರ ಹಿಡಿದ ಹಿಡಿಯದೆ ಕರಿಯಿರುವುದು (4) bbox=[756, 924, 843, 932]
esports-col3: ರಾಷ್ಟ್ರೀಯ ಮಟ್ಟದಲ್ಲಿ ಪ್ರಾಧಿಕಾರ ರಚಿಸಿ ಆನ್‌ಲೈನ್ ಗೇಮ್‌ಗಳ ನೋಂದಣಿ ಹಾಗೂ ವರ್ಗೀಕರಣ ಮಾಡಲಾಗುತ್ತದೆ. ಹಣದ ಆಟಗಳ ಜಾಹೀರಾತು ಮತ್ತು ಹಣಕಾಸು ವಹಿವಾಟಿಗೂ ನಿರ್ಬಂಧ ಹೇರಲಾಗುತ್ತದೆ. ನಿಯಮ ಉಲ್ಲಂಘಿಸಿದರೆ ದಂಡ ಹಾಗೂ ಜೈಲು ಶಿಕ್ಷೆ ವಿಧಿಸಲಾಗುವುದು. bbox=[320, 945, 468, 975]
clue-left: 13.ಜನಪದ ಹಾಡು ಹೇಳುವ ಗೀತೆ (4) bbox=[756, 972, 833, 980]
caption-keshav-body: ದಕ್ಷಿಣ ಆಫ್ರಿಕಾದ ಸ್ಪಿನ್ ಬೌಲರ್ ಕೇಶವ್ ಮಹಾರಾಜ್ ಬೌಲಿಂಗ್ ವಿಭಾಗದಲ್ಲಿ ಅಗ್ರಸ್ಥಾನಕ್ಕೇರಿದ್ದಾರೆ. ಆಸ್ಟ್ರೇಲಿಯಾ ವಿರುದ್ಧದ ಮೊದಲ ಏಕದಿನ ಪಂದ್ಯದಲ್ಲಿ ಐದು ವಿಕೆಟ್ ಕಬಳಿಸಿದ ಅವರು 687 ರೇಟಿಂಗ್ ಅಂಕ ಪಡೆದು ಮೊದಲ ಸ್ಥಾನಕ್ಕೆ ಜಿಗಿದಿದ್ದಾರೆ. ಭಾರತದ ಕುಲದೀಪ್ ಯಾದವ್ 3ನೇ ಸ್ಥಾನದಲ್ಲಿದ್ದಾರೆ. bbox=[378, 379, 556, 401]
capacity-box bbox=[332, 566, 488, 662]
vp-body bbox=[198, 640, 298, 690]
cw-letter-5: ಧ bbox=[607, 905, 627, 921]
team-list-box bbox=[778, 540, 936, 762]
crossword-cell bbox=[634, 1022, 656, 1041]
women-box-body: ಮಹಿಳಾ ಕ್ರಿಕೆಟ್‌ಗೆ ಪ್ರತ್ಯೇಕ ಲೀಗ್, ಗ್ರಾಮೀಣ ಪ್ರತಿಭೆಗಳ ಗುರುತಿಸುವಿಕೆ ಹಾಗೂ ಕ್ಲಬ್ ಕ್ರಿಕೆಟ್ ಪುನಶ್ಚೇತನ ಪ್ರಣಾಳಿಕೆಯ ಮುಖ್ಯಾಂಶಗಳು. bbox=[338, 682, 472, 696]
crossword-black-cell bbox=[589, 965, 611, 984]
farmers-col1a: ವಿಧಾನಸಭೆ: ರಾಜ್ಯದಲ್ಲಿ ಕಾಂಗ್ರೆಸ್ ಸರ್ಕಾರ ಅಧಿಕಾರಕ್ಕೆ ಬಂದ ನಂತರ 981 ರೈತರು ಆತ್ಮಹತ್ಯೆ ಮಾಡಿಕೊಂಡಿದ್ದಾರೆ ಎಂದು ಬಿಜೆಪಿ ರಾಜ್ಯಾಧ್ಯಕ್ಷ ಬಿ.ವೈ. ವಿಜಯೇಂದ್ರ ಆರೋಪಿಸಿದರು. ರೈತರ ಸಮಸ್ಯೆಗಳ ಬಗ್ಗೆ ಸರ್ಕಾರ ಗಂಭೀರವಾಗಿಲ್ಲ. ಬೆಳೆ ನಷ್ಟ ಪರಿಹಾರ ವಿತರಣೆಯಲ್ಲೂ ವಿಳಂಬವಾಗಿದೆ. ರಸಗೊಬ್ಬರ ಕೊರತೆಯಿಂದ ರೈತರು ಸಂಕಷ್ಟ ಎದುರಿಸುತ್ತಿದ್ದಾರೆ ಎಂದು ಅವರು ಹೇಳಿದರು. bbox=[598, 1177, 764, 1215]
crossword-cell bbox=[522, 1078, 544, 1097]
hockey-col2a: ಈ ಟೂರ್ನಿಯಲ್ಲಿ ಗೆದ್ದ ತಂಡ ನೇರವಾಗಿ 2026ರ ವಿಶ್ವಕಪ್‌ಗೆ ಅರ್ಹತೆ ಪಡೆಯಲಿದೆ. ಭಾರತ ತಂಡ ಆಗಸ್ಟ್ 29ರಂದು ಚೀನಾ ವಿರುದ್ಧ ಅಭಿಯಾನ ಆರಂಭಿಸಲಿದೆ. ಆಗಸ್ಟ್ 31ರಂದು ಜಪಾನ್ ಮತ್ತು ಸೆಪ್ಟೆಂಬರ್ 1ರಂದು ಕಜಕಸ್ತಾನ ವಿರುದ್ಧ ಸೆಣಸಲಿದೆ. bbox=[608, 541, 772, 563]
column-rule bbox=[746, 182, 747, 494]
crossword-cell bbox=[656, 1097, 678, 1116]
crossword-black-cell bbox=[478, 1078, 500, 1097]
issue-city: ಹುಬ್ಬಳ್ಳಿ bbox=[840, 69, 862, 79]
crossword-cell bbox=[634, 965, 656, 984]
answer-down-item: 1.ದಿಕ್ಕು 2.ಜಯ 3.ವಿರಹ bbox=[690, 1038, 742, 1046]
crossword-black-cell bbox=[656, 965, 678, 984]
crossword-black-cell bbox=[589, 1059, 611, 1078]
farmers-col2: ಎಂಬುದಾಗಿದೆ. ಈ ಹಿಂದೆ ಬಿ.ಎಸ್. ಯಡಿಯೂರಪ್ಪ ಮುಖ್ಯಮಂತ್ರಿಯಾಗಿದ್ದಾಗ ರೈತರಿಗೆ ಹಲವು ಯೋಜನೆಗಳನ್ನು ಜಾರಿಗೆ ತರಲಾಗಿತ್ತು. ಈಗಿನ ಸರ್ಕಾರ ಅವುಗಳನ್ನು ಸ್ಥಗಿತಗೊಳಿಸಿದೆ. ರೈತರ ಆತ್ಮಹತ್ಯೆ ತಡೆಗೆ ತಕ್ಷಣ ಕ್ರಮ ಕೈಗೊಳ್ಳಬೇಕು ಎಂದು ಆಗ್ರಹಿಸಿದರು. bbox=[770, 1177, 936, 1199]
clue-down: 1.ಹಣ ಗಳಿಸಲು (3) bbox=[756, 1013, 798, 1021]
esports-headline: ಇ-ಸ್ಪೋರ್ಟ್ಸ್ ಉತ್ತೇಜನಕ್ಕೆ ಕೇಂದ್ರದ ಒತ್ತು bbox=[30, 906, 332, 932]
kiru-body: ಶಿಮ್ಕೆಂಟ್: ಅನಂತ್ ಜೀತ್ ಸಿಂಗ್ ನರುಕಾ ಮತ್ತು ಗನೆಮತ್ ಸೆಖೋನ್ ಬುಧವಾರ ಇಲ್ಲಿ ನಡೆದ ಏಷ್ಯನ್ ಶೂಟಿಂಗ್ ಚಾಂಪಿಯನ್‌ಶಿಪ್‌ನ ಸ್ಕೀಟ್ ಮಿಶ್ರ ತಂಡ ಸ್ಪರ್ಧೆಯಲ್ಲಿ ಚಿನ್ನದ ಪದಕ ಗೆದ್ದರು. ಫೈನಲ್‌ನಲ್ಲಿ ಭಾರತದ ಜೋಡಿ ಚೀನಾದ ಜೋಡಿಯನ್ನು ಮಣಿಸಿತು. ಇದಕ್ಕೂ ಮುನ್ನ ಅರ್ಹತಾ ಸುತ್ತಿನಲ್ಲಿ ಭಾರತದ ಜೋಡಿ ಅಗ್ರಸ್ಥಾನ ಪಡೆದಿತ್ತು. ಭಾರತೀಯ ಶೂಟರ್‌ಗಳು ಈ ಕೂಟದಲ್ಲಿ ಉತ್ತಮ ಪ್ರದರ್ಶನ ಮುಂದುವರಿಸಿದ್ದು ಪದಕ ಪಟ್ಟಿಯಲ್ಲಿ ಮುನ್ನಡೆ ಸಾಧಿಸಿದೆ. ಜೂನಿಯರ್ ವಿಭಾಗದಲ್ಲೂ ಭಾರತಕ್ಕೆ ಪದಕಗಳು ಲಭಿಸಿವೆ. ನರುಕಾ ಇದಕ್ಕೂ ಮುನ್ನ ವೈಯಕ್ತಿಕ ಸ್ಕೀಟ್‌ನಲ್ಲೂ ಪದಕ ಗೆದ್ದಿದ್ದರು. ಮಿಶ್ರ ತಂಡ ಸ್ಪರ್ಧೆಯಲ್ಲಿ 43 ಅಂಕ ಕಲೆಹಾಕಿದ ಜೋಡಿ ಚಿನ್ನ ಬಾಚಿಕೊಂಡಿತು. bbox=[28, 261, 188, 323]
section-band bbox=[30, 1128, 580, 1132]
